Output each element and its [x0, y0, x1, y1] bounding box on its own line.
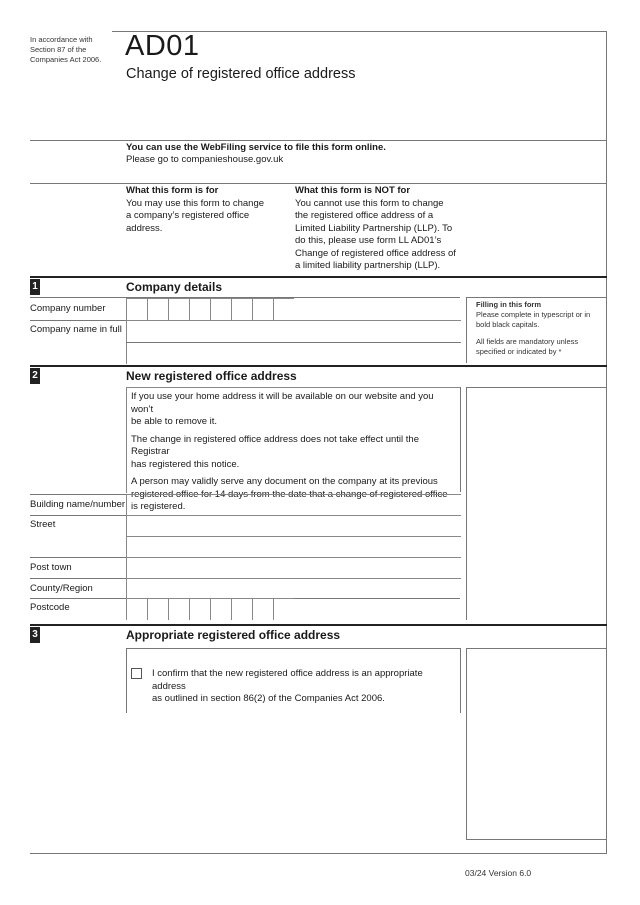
webfiling-link-text[interactable]: Please go to companieshouse.gov.uk [126, 154, 284, 165]
divider [30, 183, 607, 184]
accordance-note: In accordance with Section 87 of the Companies Act 2006. [30, 35, 102, 64]
right-border [606, 31, 607, 853]
version-label: 03/24 Version 6.0 [465, 868, 532, 878]
company-name-input-1[interactable] [126, 320, 461, 342]
form-code: AD01 [125, 30, 200, 62]
sidebar-divider [466, 297, 467, 363]
post-town-input[interactable] [126, 557, 461, 579]
section-rule [30, 365, 607, 367]
company-name-input-2[interactable] [126, 342, 461, 364]
form-for-heading: What this form is for [126, 185, 219, 196]
company-name-label: Company name in full [30, 324, 122, 335]
form-title: Change of registered office address [126, 66, 356, 82]
confirm-text: I confirm that the new registered office address is an appropriate address as outlined in section 86(2) of the Companies Act 2006. [152, 668, 423, 704]
form-not-for: What this form is NOT for You cannot use this form to change the registered office address of a Limited Liability Partnership (LLP). To do this, please use form LL AD01’s Change of registered office address of a limited liability partnership (LLP). [295, 185, 465, 273]
section-rule [30, 624, 607, 626]
confirm-box-left [126, 648, 127, 713]
sidebar-rule [466, 839, 606, 840]
notice-box-right [460, 387, 461, 492]
divider [126, 648, 460, 649]
bottom-border [30, 853, 607, 854]
post-town-label: Post town [30, 562, 72, 573]
form-not-for-heading: What this form is NOT for [295, 185, 411, 196]
sidebar-guidance: Filling in this form Please complete in typescript or in bold black capitals. All fields are mandatory unless specified or indicated by * [476, 300, 606, 357]
section-number: 3 [30, 627, 40, 643]
divider [126, 342, 460, 343]
street-input-1[interactable] [126, 515, 461, 537]
sidebar-rule [466, 648, 606, 649]
street-label: Street [30, 519, 56, 530]
company-number-label: Company number [30, 303, 106, 314]
confirm-checkbox[interactable] [131, 668, 142, 679]
street-input-2[interactable] [126, 536, 461, 558]
section-number: 2 [30, 368, 40, 384]
section-title: New registered office address [126, 369, 297, 383]
form-for: What this form is for You may use this form to change a company’s registered office address. [126, 185, 286, 235]
section-number: 1 [30, 279, 40, 295]
sidebar-rule [466, 297, 606, 298]
divider [30, 140, 607, 141]
sidebar-divider [466, 648, 467, 839]
notice-text: If you use your home address it will be available on our website and you won’t be able to remove it. The change in registered office address does not take effect until the Registrar has registered this notice. A person may validly serve any document on the company at its previous registered office for 14 days from the date that a change of registered office is registered. [131, 391, 448, 512]
building-label: Building name/number [30, 499, 126, 510]
building-input[interactable] [126, 494, 461, 516]
webfiling-line: You can use the WebFiling service to file this form online. [126, 142, 386, 153]
sidebar-divider [466, 387, 467, 620]
county-input[interactable] [126, 578, 461, 599]
postcode-label: Postcode [30, 602, 70, 613]
section-title: Appropriate registered office address [126, 628, 341, 642]
confirm-box-right [460, 648, 461, 713]
section-rule [30, 276, 607, 278]
sidebar-rule [466, 387, 606, 388]
county-label: County/Region [30, 583, 93, 594]
sidebar-heading: Filling in this form [476, 300, 541, 309]
section-title: Company details [126, 280, 223, 294]
